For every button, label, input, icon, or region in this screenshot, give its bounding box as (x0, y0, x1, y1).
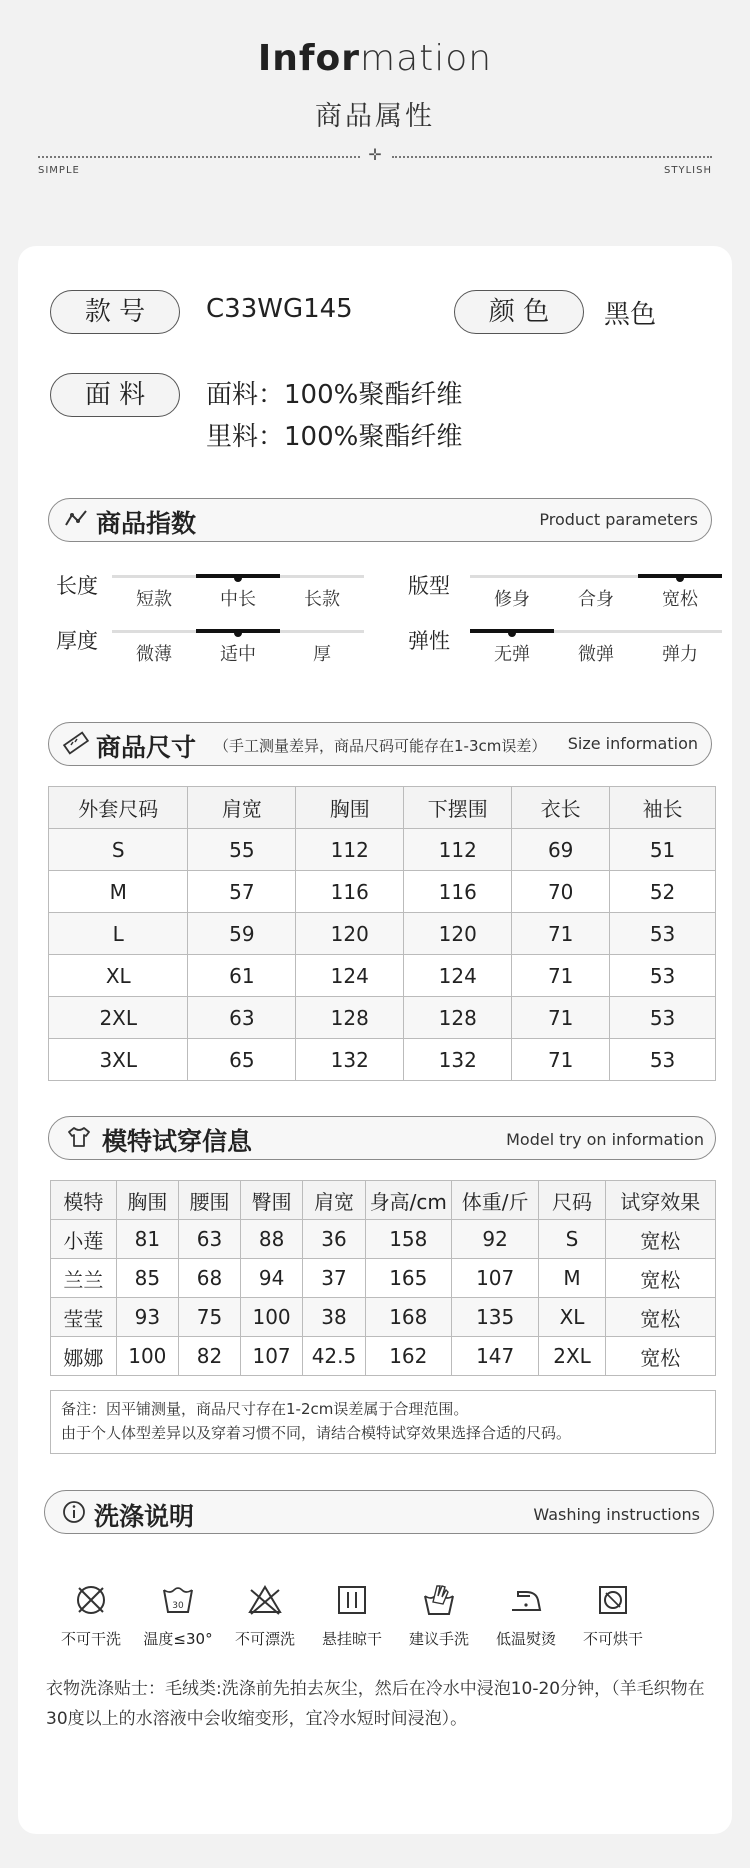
wash-item (135, 1582, 221, 1649)
divider-right (392, 156, 712, 158)
table-row (49, 997, 716, 1039)
wash-item (309, 1582, 395, 1649)
size-cell: 59 (188, 913, 296, 955)
svg-text:30: 30 (172, 1601, 184, 1611)
model-header-cell: 尺码 (539, 1181, 605, 1220)
hang-dry-icon (334, 1582, 370, 1618)
model-note-1: 备注：因平铺测量，商品尺寸存在1-2cm误差属于合理范围。 (61, 1400, 469, 1418)
model-cell: 100 (240, 1298, 302, 1337)
model-en: Model try on information (506, 1130, 704, 1149)
model-header-cell: 身高/cm (365, 1181, 451, 1220)
washing-tips: 衣物洗涤贴士：毛绒类:洗涤前先拍去灰尘，然后在冷水中浸泡10-20分钟，（羊毛织物在30度以上的水溶液中会收缩变形，宜冷水短时间浸泡）。 (46, 1679, 705, 1729)
model-note (50, 1390, 716, 1454)
model-cell: 135 (451, 1298, 539, 1337)
params-title: 商品指数 (96, 509, 197, 538)
param-option: 合身 (578, 589, 614, 610)
model-header-cell: 肩宽 (303, 1181, 365, 1220)
color-label: 颜 色 (454, 290, 584, 334)
model-cell: M (539, 1259, 605, 1298)
size-cell: 2XL (49, 997, 188, 1039)
model-cell: 107 (451, 1259, 539, 1298)
model-table (50, 1180, 716, 1376)
table-row (51, 1298, 716, 1337)
param-selected-dot (234, 574, 242, 582)
size-cell: 132 (404, 1039, 512, 1081)
model-header-cell: 体重/斤 (451, 1181, 539, 1220)
table-row (49, 871, 716, 913)
size-cell: 70 (512, 871, 610, 913)
wash-label: 不可烘干 (582, 1630, 643, 1648)
color-value: 黑色 (604, 300, 657, 330)
trend-icon (64, 507, 88, 531)
fabric-outer: 面料：100%聚酯纤维 (206, 380, 463, 410)
size-cell: 112 (296, 829, 404, 871)
param-label: 弹性 (408, 629, 450, 653)
param-option: 适中 (220, 644, 256, 665)
size-header-cell: 袖长 (610, 787, 716, 829)
wash-label: 不可干洗 (60, 1630, 121, 1648)
model-cell: S (539, 1220, 605, 1259)
param-option: 弹力 (662, 644, 698, 665)
size-cell: 124 (404, 955, 512, 997)
size-cell: XL (49, 955, 188, 997)
title-light: mation (360, 38, 493, 79)
page-subtitle: 商品属性 (315, 101, 435, 132)
model-header-cell: 臀围 (240, 1181, 302, 1220)
size-cell: 128 (404, 997, 512, 1039)
model-cell: 107 (240, 1337, 302, 1376)
wash-label: 不可漂洗 (234, 1630, 295, 1648)
model-cell: 小莲 (51, 1220, 117, 1259)
model-header-cell: 腰围 (178, 1181, 240, 1220)
size-cell: 57 (188, 871, 296, 913)
model-cell: 宽松 (605, 1259, 715, 1298)
model-cell: 147 (451, 1337, 539, 1376)
model-cell: 38 (303, 1298, 365, 1337)
model-cell: 92 (451, 1220, 539, 1259)
size-cell: 52 (610, 871, 716, 913)
param-option: 宽松 (662, 589, 698, 610)
wash-item (222, 1582, 308, 1649)
param-option: 微薄 (136, 644, 172, 665)
hand-wash-icon (421, 1582, 457, 1618)
size-header-cell: 下摆围 (404, 787, 512, 829)
model-cell: 63 (178, 1220, 240, 1259)
style-no-label: 款 号 (50, 290, 180, 334)
size-cell: 71 (512, 997, 610, 1039)
model-cell: 42.5 (303, 1337, 365, 1376)
param-selected-dot (676, 574, 684, 582)
size-cell: 120 (296, 913, 404, 955)
wash-label: 低温熨烫 (495, 1630, 556, 1648)
table-row (49, 913, 716, 955)
param-selected-dot (234, 629, 242, 637)
param-label: 长度 (56, 574, 98, 598)
size-cell: 65 (188, 1039, 296, 1081)
wash-label: 悬挂晾干 (321, 1630, 382, 1648)
size-header-cell: 衣长 (512, 787, 610, 829)
model-header-cell: 胸围 (116, 1181, 178, 1220)
size-cell: 53 (610, 913, 716, 955)
size-cell: 132 (296, 1039, 404, 1081)
size-cell: 69 (512, 829, 610, 871)
no-dry-clean-icon (73, 1582, 109, 1618)
size-header-cell: 外套尺码 (49, 787, 188, 829)
size-table (48, 786, 716, 1081)
model-cell: 81 (116, 1220, 178, 1259)
params-en: Product parameters (539, 510, 698, 529)
wash-item (48, 1582, 134, 1649)
model-cell: 2XL (539, 1337, 605, 1376)
model-header-cell: 试穿效果 (605, 1181, 715, 1220)
model-cell: 68 (178, 1259, 240, 1298)
model-cell: 82 (178, 1337, 240, 1376)
size-cell: 53 (610, 1039, 716, 1081)
table-row (51, 1220, 716, 1259)
size-en: Size information (567, 734, 698, 753)
param-option: 短款 (136, 589, 172, 610)
model-cell: 宽松 (605, 1220, 715, 1259)
model-cell: 100 (116, 1337, 178, 1376)
wash-30-icon (160, 1582, 196, 1618)
size-title: 商品尺寸 (96, 733, 197, 762)
size-header-cell: 肩宽 (188, 787, 296, 829)
size-header-cell: 胸围 (296, 787, 404, 829)
model-cell: 莹莹 (51, 1298, 117, 1337)
model-cell: 165 (365, 1259, 451, 1298)
size-cell: 71 (512, 913, 610, 955)
ruler-icon (62, 730, 90, 756)
cross-icon: ✛ (368, 145, 382, 164)
param-selected-dot (508, 629, 516, 637)
table-row (51, 1259, 716, 1298)
wash-label: 建议手洗 (408, 1630, 469, 1648)
size-cell: 53 (610, 955, 716, 997)
model-cell: 168 (365, 1298, 451, 1337)
size-cell: 120 (404, 913, 512, 955)
param-option: 无弹 (494, 644, 530, 665)
param-option: 修身 (494, 589, 530, 610)
param-option: 长款 (304, 589, 340, 610)
size-cell: 3XL (49, 1039, 188, 1081)
model-cell: 85 (116, 1259, 178, 1298)
model-cell: 宽松 (605, 1298, 715, 1337)
tshirt-icon (66, 1125, 92, 1149)
no-tumble-dry-icon (595, 1582, 631, 1618)
size-cell: 71 (512, 1039, 610, 1081)
low-iron-icon (508, 1582, 544, 1618)
model-cell: 兰兰 (51, 1259, 117, 1298)
model-header-cell: 模特 (51, 1181, 117, 1220)
style-no-value: C33WG145 (206, 294, 353, 324)
tag-stylish: STYLISH (664, 165, 712, 176)
table-row (49, 955, 716, 997)
model-title: 模特试穿信息 (102, 1127, 253, 1156)
model-cell: 93 (116, 1298, 178, 1337)
size-cell: 51 (610, 829, 716, 871)
size-cell: 124 (296, 955, 404, 997)
model-cell: 162 (365, 1337, 451, 1376)
size-cell: 128 (296, 997, 404, 1039)
model-cell: XL (539, 1298, 605, 1337)
model-cell: 36 (303, 1220, 365, 1259)
size-cell: 112 (404, 829, 512, 871)
model-cell: 75 (178, 1298, 240, 1337)
param-label: 厚度 (56, 629, 98, 653)
tag-simple: SIMPLE (38, 165, 80, 176)
size-cell: 53 (610, 997, 716, 1039)
title-bold: Infor (257, 38, 361, 79)
param-label: 版型 (408, 574, 450, 598)
size-cell: M (49, 871, 188, 913)
model-note-2: 由于个人体型差异以及穿着习惯不同，请结合模特试穿效果选择合适的尺码。 (61, 1424, 572, 1442)
size-cell: S (49, 829, 188, 871)
wash-item (570, 1582, 656, 1649)
param-option: 微弹 (578, 644, 614, 665)
param-option: 厚 (313, 644, 331, 665)
fabric-label: 面 料 (50, 373, 180, 417)
wash-label: 温度≤30° (143, 1630, 213, 1648)
size-cell: 116 (404, 871, 512, 913)
size-cell: 61 (188, 955, 296, 997)
washing-title: 洗涤说明 (94, 1502, 195, 1531)
washing-en: Washing instructions (533, 1505, 700, 1524)
size-cell: 63 (188, 997, 296, 1039)
model-cell: 娜娜 (51, 1337, 117, 1376)
table-row (49, 1039, 716, 1081)
wash-item (396, 1582, 482, 1649)
size-cell: 71 (512, 955, 610, 997)
model-cell: 94 (240, 1259, 302, 1298)
param-option: 中长 (220, 589, 256, 610)
table-row (51, 1337, 716, 1376)
info-icon (62, 1500, 86, 1524)
model-cell: 37 (303, 1259, 365, 1298)
table-row (49, 829, 716, 871)
size-cell: L (49, 913, 188, 955)
size-cell: 116 (296, 871, 404, 913)
fabric-lining: 里料：100%聚酯纤维 (206, 422, 463, 452)
page-title (0, 38, 750, 79)
model-cell: 88 (240, 1220, 302, 1259)
size-cell: 55 (188, 829, 296, 871)
wash-item (483, 1582, 569, 1649)
size-note: （手工测量差异，商品尺码可能存在1-3cm误差） (214, 737, 547, 755)
divider-left (38, 156, 360, 158)
model-cell: 158 (365, 1220, 451, 1259)
model-cell: 宽松 (605, 1337, 715, 1376)
no-bleach-icon (247, 1582, 283, 1618)
